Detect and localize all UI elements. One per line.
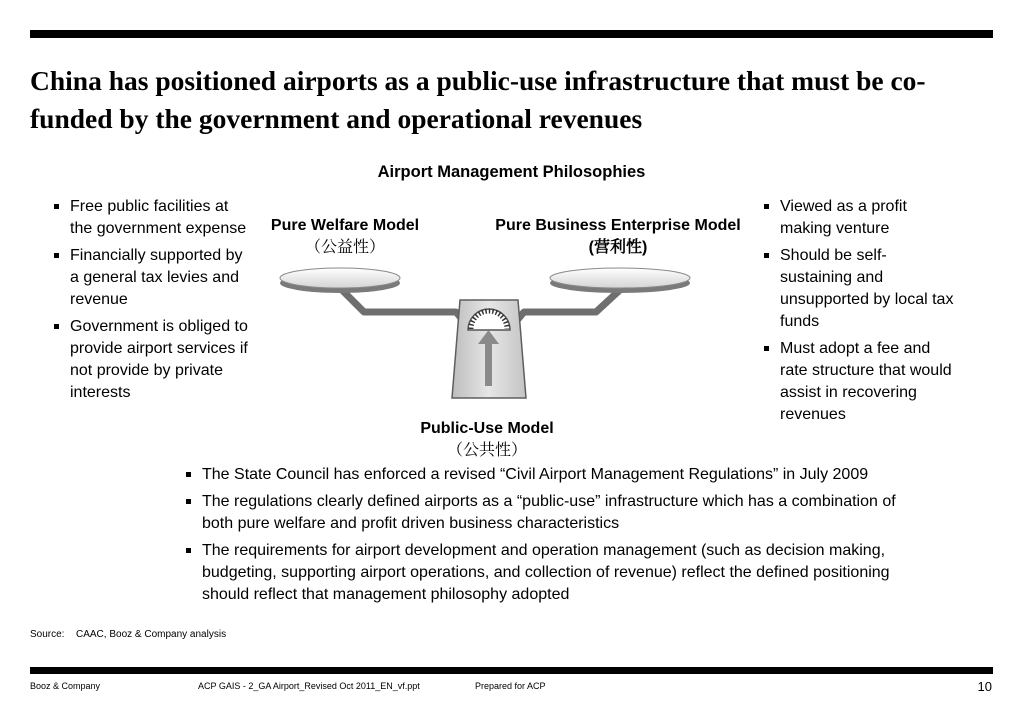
right-scale-plate (550, 268, 690, 293)
business-bullet: Should be self-sustaining and unsupported by local tax funds (762, 245, 958, 333)
source-text: CAAC, Booz & Company analysis (76, 629, 227, 640)
public-use-model-name: Public-Use Model (420, 420, 554, 437)
business-bullet: Must adopt a fee and rate structure that would assist in recovering revenues (762, 338, 958, 426)
footer-company: Booz & Company (30, 681, 101, 691)
business-model-name: Pure Business Enterprise Model (495, 217, 741, 234)
left-arm (340, 288, 466, 324)
footer-filename: ACP GAIS - 2_GA Airport_Revised Oct 2011_EN_vf.ppt (198, 681, 420, 691)
bottom-rule (30, 667, 993, 674)
welfare-bullet: Financially supported by a general tax levies and revenue (52, 245, 248, 311)
public-use-model-label (392, 418, 582, 462)
top-rule (30, 30, 993, 38)
diagram-subtitle: Airport Management Philosophies (377, 163, 646, 181)
regulation-bullet-list (184, 464, 904, 611)
left-scale-plate (280, 268, 400, 293)
welfare-model-chinese: （公益性） (304, 239, 385, 256)
business-bullet-list (762, 196, 958, 431)
welfare-bullet: Government is obliged to provide airport services if not provide by private interests (52, 316, 248, 404)
welfare-bullet-list (52, 196, 248, 409)
source-note (30, 629, 226, 640)
welfare-bullet: Free public facilities at the government expense (52, 196, 248, 240)
public-use-model-chinese: （公共性） (446, 442, 527, 459)
regulation-bullet: The regulations clearly defined airports as a “public-use” infrastructure which has a combination of both pure welfare and profit driven business characteristics (184, 491, 904, 535)
regulation-bullet: The requirements for airport development and operation management (such as decision making, budgeting, supporting airport operations, and collection of revenue) reflect the defined positioning should reflect that management philosophy adopted (184, 540, 904, 606)
business-bullet: Viewed as a profit making venture (762, 196, 958, 240)
welfare-model-name: Pure Welfare Model (270, 217, 420, 234)
page-title: China has positioned airports as a public-use infrastructure that must be co-funded by the government and operational revenues (30, 65, 926, 134)
footer-prepared-for: Prepared for ACP (475, 681, 546, 691)
scale-base (452, 300, 526, 398)
business-model-chinese: (营利性) (588, 239, 648, 256)
source-label: Source: (30, 629, 65, 640)
page-number: 10 (977, 679, 992, 694)
right-arm (514, 288, 622, 324)
regulation-bullet: The State Council has enforced a revised “Civil Airport Management Regulations” in July 2009 (184, 464, 904, 486)
balance-scale-illustration (270, 250, 700, 400)
